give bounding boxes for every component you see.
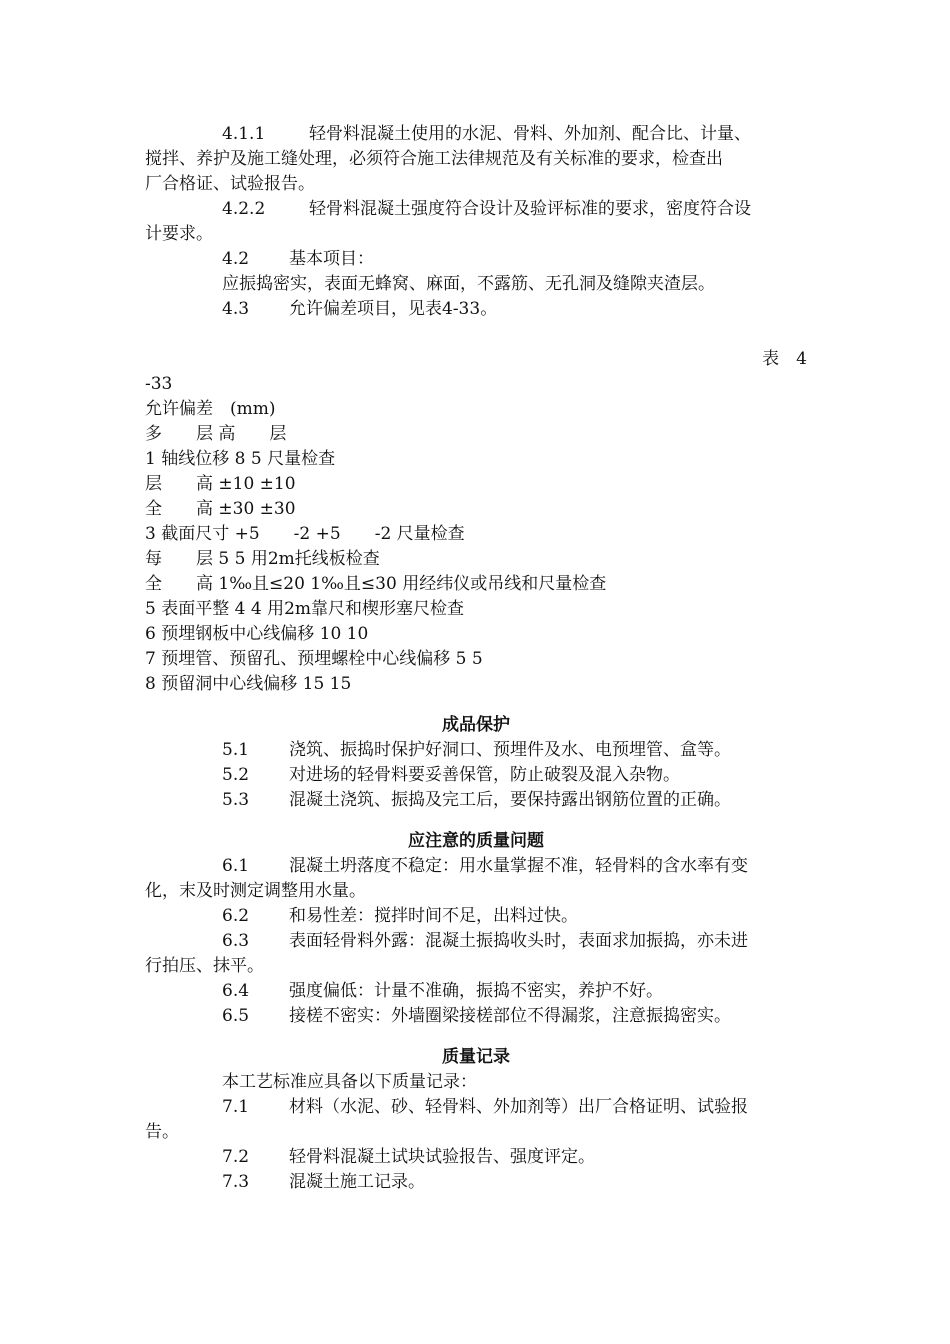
clause-text: 混凝土施工记录。: [289, 1172, 425, 1192]
paragraph-4-3: [145, 297, 807, 322]
list-item: [145, 1145, 807, 1170]
spacer: [145, 1029, 807, 1045]
section-heading-product-protection: 成品保护: [442, 715, 510, 735]
text-line: 搅拌、养护及施工缝处理，必须符合施工法律规范及有关标准的要求，检查出: [145, 149, 723, 169]
clause-number: 5.2: [222, 765, 250, 785]
table-row: 每 层 5 5 用2m托线板检查: [145, 549, 380, 569]
clause-text: 基本项目：: [289, 249, 374, 269]
list-item: [145, 788, 807, 813]
table-row: 全 高 ±30 ±30: [145, 499, 296, 519]
clause-number: 6.1: [222, 856, 250, 876]
text-line: 计要求。: [145, 224, 213, 244]
text-line: 告。: [145, 1122, 179, 1142]
clause-text: 轻骨料混凝土试块试验报告、强度评定。: [289, 1147, 595, 1167]
clause-number: 5.1: [222, 740, 250, 760]
clause-number: 7.1: [222, 1097, 250, 1117]
table-row: 6 预埋钢板中心线偏移 10 10: [145, 624, 369, 644]
clause-text: 对进场的轻骨料要妥善保管，防止破裂及混入杂物。: [289, 765, 680, 785]
text-line: 化，末及时测定调整用水量。: [145, 881, 366, 901]
table-rows: [145, 422, 807, 697]
list-item: [145, 1095, 807, 1120]
table-row: 全 高 1‰且≤20 1‰且≤30 用经纬仪或吊线和尺量检查: [145, 574, 607, 594]
list-item: [145, 904, 807, 929]
clause-text: 材料（水泥、砂、轻骨料、外加剂等）出厂合格证明、试验报: [289, 1097, 748, 1117]
section-heading-quality-records: 质量记录: [442, 1047, 510, 1067]
text-line: 本工艺标准应具备以下质量记录：: [222, 1072, 477, 1092]
text-line: 行拍压、抹平。: [145, 956, 264, 976]
section-heading-quality-issues: 应注意的质量问题: [408, 831, 544, 851]
document-body: [145, 122, 807, 1195]
paragraph-4-1-1: [145, 122, 807, 147]
list-item: [145, 1170, 807, 1195]
clause-number: 6.2: [222, 906, 250, 926]
list-item: [145, 1004, 807, 1029]
table-row: 层 高 ±10 ±10: [145, 474, 296, 494]
clause-number: 7.2: [222, 1147, 250, 1167]
table-row: 1 轴线位移 8 5 尺量检查: [145, 449, 336, 469]
clause-number: 6.3: [222, 931, 250, 951]
table-row: 5 表面平整 4 4 用2m靠尺和楔形塞尺检查: [145, 599, 464, 619]
clause-number: 5.3: [222, 790, 250, 810]
list-item: [145, 738, 807, 763]
clause-text: 接槎不密实：外墙圈梁接槎部位不得漏浆，注意振捣密实。: [289, 1006, 731, 1026]
clause-text: 轻骨料混凝土使用的水泥、骨料、外加剂、配合比、计量、: [309, 124, 751, 144]
clause-number: 4.3: [222, 299, 250, 319]
list-item: [145, 854, 807, 879]
clause-text: 和易性差：搅拌时间不足，出料过快。: [289, 906, 578, 926]
table-title: 允许偏差 (mm): [145, 399, 276, 419]
clause-text: 混凝土坍落度不稳定：用水量掌握不准，轻骨料的含水率有变: [289, 856, 748, 876]
clause-number: 7.3: [222, 1172, 250, 1192]
table-caption: 表 4: [762, 349, 807, 369]
paragraph-4-2-2: [145, 197, 807, 222]
spacer: [145, 322, 807, 347]
paragraph-4-2: [145, 247, 807, 272]
spacer: [145, 813, 807, 829]
clause-number: 6.5: [222, 1006, 250, 1026]
clause-text: 表面轻骨料外露：混凝土振捣收头时，表面求加振捣，亦未进: [289, 931, 748, 951]
clause-text: 强度偏低：计量不准确，振捣不密实，养护不好。: [289, 981, 663, 1001]
clause-text: 混凝土浇筑、振捣及完工后，要保持露出钢筋位置的正确。: [289, 790, 731, 810]
table-row: 3 截面尺寸 +5 -2 +5 -2 尺量检查: [145, 524, 465, 544]
list-item: [145, 979, 807, 1004]
clause-number: 6.4: [222, 981, 250, 1001]
clause-text: 允许偏差项目，见表4-33。: [289, 299, 498, 319]
spacer: [145, 697, 807, 713]
table-row: 7 预埋管、预留孔、预埋螺栓中心线偏移 5 5: [145, 649, 483, 669]
text-line: 应振捣密实，表面无蜂窝、麻面，不露筋、无孔洞及缝隙夹渣层。: [222, 274, 715, 294]
text-line: 厂合格证、试验报告。: [145, 174, 315, 194]
table-row: 多 层 高 层: [145, 424, 287, 444]
list-item: [145, 929, 807, 954]
table-caption-continued: -33: [145, 374, 173, 394]
clause-number: 4.2: [222, 249, 250, 269]
clause-number: 4.1.1: [222, 124, 266, 144]
table-row: 8 预留洞中心线偏移 15 15: [145, 674, 352, 694]
clause-text: 浇筑、振捣时保护好洞口、预埋件及水、电预埋管、盒等。: [289, 740, 731, 760]
clause-text: 轻骨料混凝土强度符合设计及验评标准的要求，密度符合设: [309, 199, 751, 219]
clause-number: 4.2.2: [222, 199, 266, 219]
list-item: [145, 763, 807, 788]
